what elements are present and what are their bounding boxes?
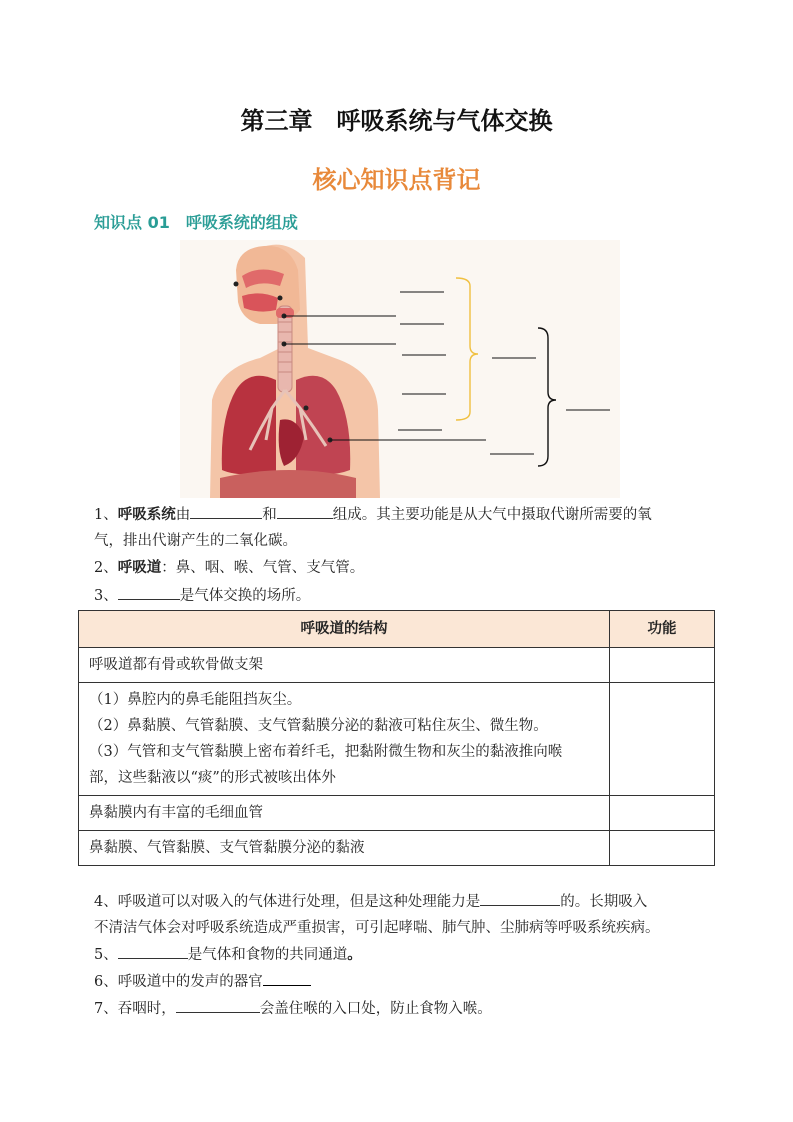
text: 4、呼吸道可以对吸入的气体进行处理，但是这种处理能力是 xyxy=(94,894,481,910)
paragraph-7 xyxy=(94,997,492,1020)
cell-text: （3）气管和支气管黏膜上密布着纤毛，把黏附微生物和灰尘的黏液推向喉 xyxy=(89,744,563,760)
fill-blank[interactable] xyxy=(118,943,188,959)
structure-cell xyxy=(79,648,610,683)
header-function: 功能 xyxy=(610,611,715,648)
paragraph-4-continued: 不清洁气体会对呼吸系统造成严重损害，可引起哮喘、肺气肿、尘肺病等呼吸系统疾病。 xyxy=(94,920,660,936)
item-number: 1、 xyxy=(94,507,118,523)
text: 由 xyxy=(175,507,191,523)
paragraph-1 xyxy=(94,503,652,526)
text: 组成。其主要功能是从大气中摄取代谢所需要的氧 xyxy=(332,507,652,523)
table-row xyxy=(79,683,715,796)
text: 。 xyxy=(347,946,362,963)
text: 是气体和食物的共同通道 xyxy=(187,947,348,963)
section-title: 核心知识点背记 xyxy=(312,166,481,194)
function-cell[interactable] xyxy=(610,831,715,866)
text: 是气体交换的场所。 xyxy=(179,588,311,604)
trachea xyxy=(278,306,292,392)
keyword-respiratory-system: 呼吸系统 xyxy=(117,506,176,523)
structure-cell xyxy=(79,831,610,866)
diaphragm xyxy=(220,470,356,498)
text: 会盖住喉的入口处，防止食物入喉。 xyxy=(259,1001,492,1017)
paragraph-4 xyxy=(94,890,647,913)
cell-text: （1）鼻腔内的鼻毛能阻挡灰尘。 xyxy=(89,692,302,708)
paragraph-5 xyxy=(94,943,362,966)
cell-text: 鼻黏膜内有丰富的毛细血管 xyxy=(89,805,263,821)
paragraph-1-continued: 气，排出代谢产生的二氧化碳。 xyxy=(94,533,297,549)
paragraph-6 xyxy=(94,970,311,993)
header-structure: 呼吸道的结构 xyxy=(79,611,610,648)
table-row xyxy=(79,648,715,683)
text: 的。长期吸入 xyxy=(560,894,648,910)
table-row xyxy=(79,796,715,831)
table-row xyxy=(79,831,715,866)
item-number: 3、 xyxy=(94,588,118,604)
respiratory-system-diagram xyxy=(180,240,620,498)
fill-blank[interactable] xyxy=(118,584,180,600)
function-cell[interactable] xyxy=(610,683,715,796)
knowledge-point-heading xyxy=(94,210,298,233)
fill-blank[interactable] xyxy=(277,503,333,519)
text: 6、呼吸道中的发声的器官 xyxy=(94,974,263,990)
knowledge-point-label: 知识点 01 xyxy=(94,213,170,232)
function-cell[interactable] xyxy=(610,648,715,683)
function-cell[interactable] xyxy=(610,796,715,831)
paragraph-3 xyxy=(94,584,310,607)
item-number: 2、 xyxy=(94,560,118,576)
respiratory-tract-function-table xyxy=(78,610,715,866)
fill-blank[interactable] xyxy=(263,970,311,986)
text: 7、吞咽时， xyxy=(94,1001,176,1017)
fill-blank[interactable] xyxy=(176,997,260,1013)
text: ：鼻、咽、喉、气管、支气管。 xyxy=(161,560,365,576)
oral-region xyxy=(242,293,278,311)
text: 和 xyxy=(262,507,277,523)
nose-marker xyxy=(234,282,239,287)
chapter-title: 第三章 呼吸系统与气体交换 xyxy=(240,107,553,135)
pharynx-marker xyxy=(278,296,283,301)
table-header-row xyxy=(79,611,715,648)
cell-text: 鼻黏膜、气管黏膜、支气管黏膜分泌的黏液 xyxy=(89,840,365,856)
fill-blank[interactable] xyxy=(190,503,262,519)
item-number: 5、 xyxy=(94,947,118,963)
cell-text: 呼吸道都有骨或软骨做支架 xyxy=(89,657,263,673)
paragraph-2 xyxy=(94,557,364,579)
cell-text: （2）鼻黏膜、气管黏膜、支气管黏膜分泌的黏液可粘住灰尘、微生物。 xyxy=(89,718,548,734)
bronchus-marker xyxy=(304,406,309,411)
cell-text: 部，这些黏液以“痰”的形式被咳出体外 xyxy=(89,770,336,786)
fill-blank[interactable] xyxy=(480,890,560,906)
structure-cell xyxy=(79,796,610,831)
structure-cell xyxy=(79,683,610,796)
keyword-respiratory-tract: 呼吸道 xyxy=(117,559,162,576)
knowledge-point-title: 呼吸系统的组成 xyxy=(185,213,298,232)
